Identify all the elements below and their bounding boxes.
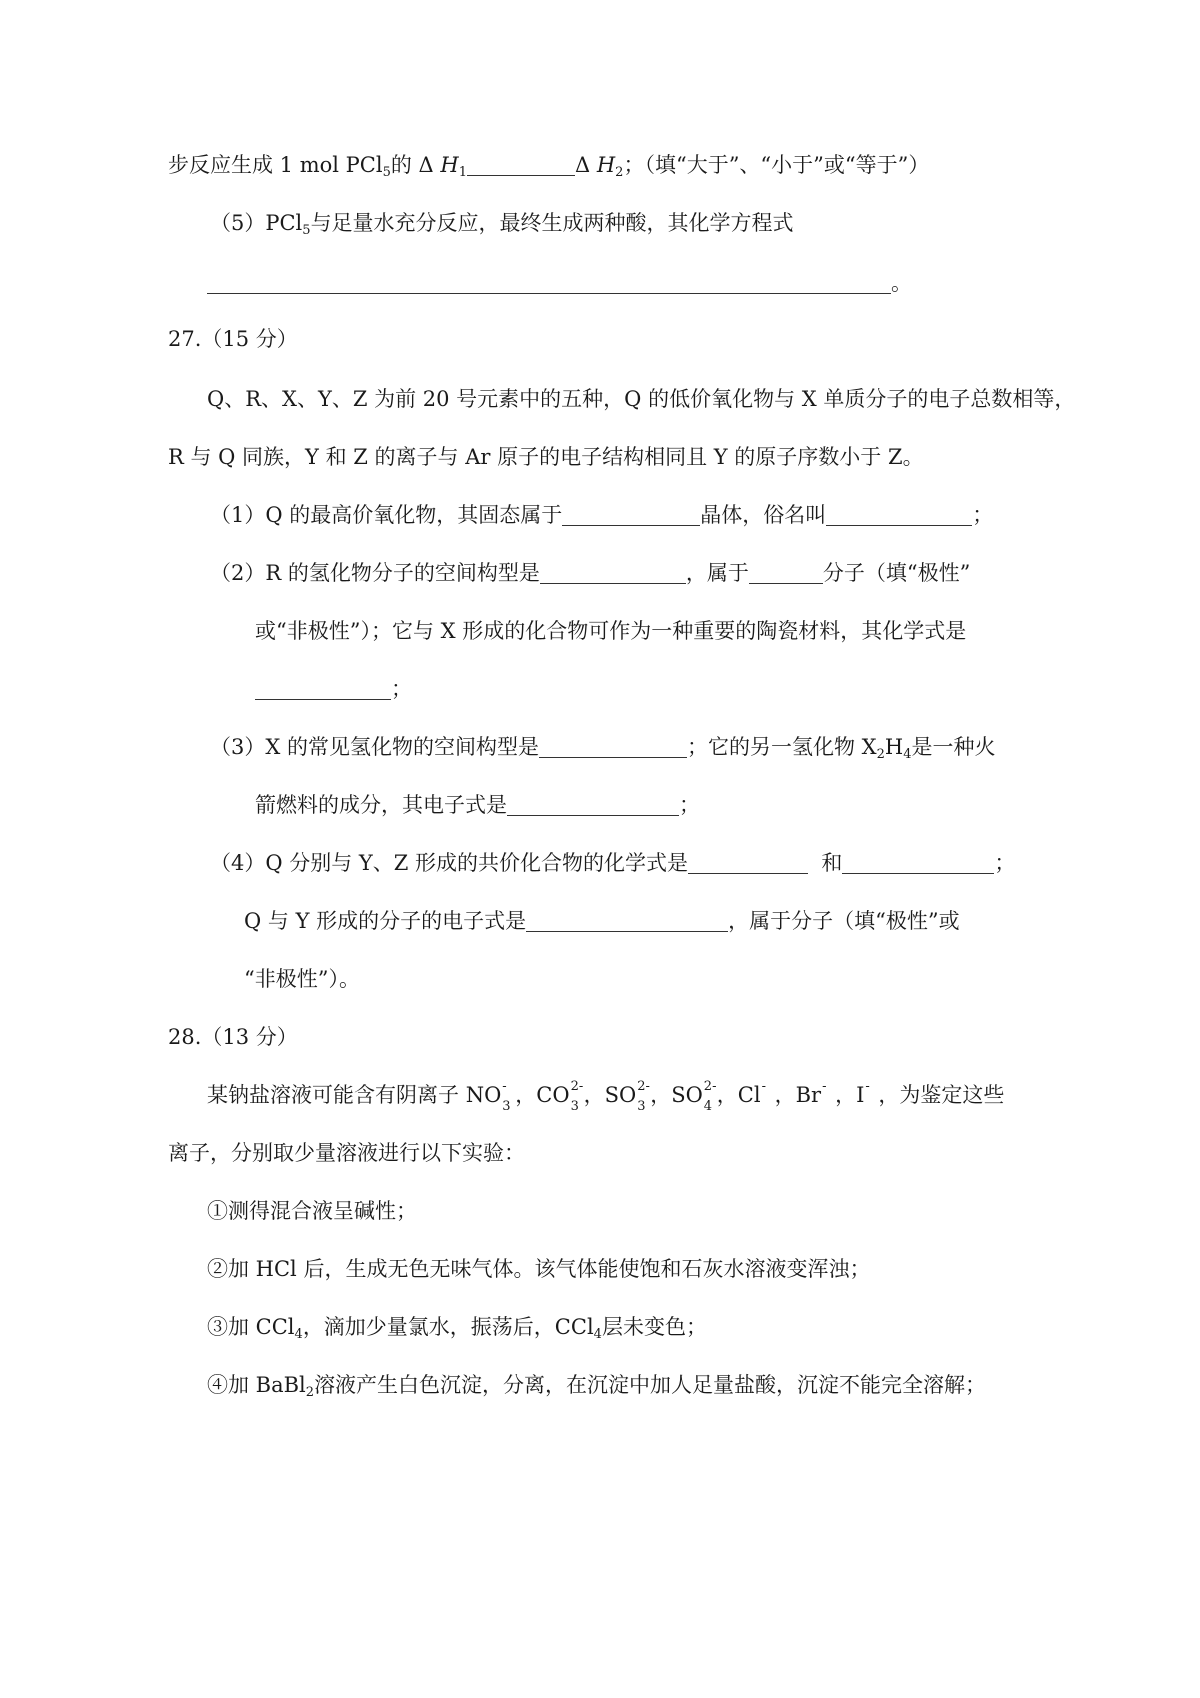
answer-blank-qy-electron-formula[interactable] [526,909,728,932]
q27-part4 [210,848,1015,878]
q27-p3-text-e: ； [679,793,700,817]
answer-blank-common-name[interactable] [826,503,972,526]
anion-charge: - [761,1079,766,1094]
q26-h1: H [440,153,459,177]
anion-charge: 2- [637,1079,650,1094]
q27-p3-text-c: 是一种火 [911,735,996,759]
experiment-1: ①测得混合液呈碱性； [207,1199,417,1223]
anion-6 [795,1079,827,1110]
q27-p2-text-e: ； [391,677,412,701]
anion-3 [604,1079,650,1114]
q28-intro-line2: 离子，分别取少量溶液进行以下实验： [168,1141,525,1165]
q26-line1 [168,150,929,188]
q27-p3-h: H [884,735,904,759]
answer-blank-dh-compare[interactable] [467,153,575,176]
q26-equation-line [207,268,912,298]
experiment-4 [207,1370,986,1408]
q26-line1-text-c: ；（填“大于”、“小于”或“等于”） [623,153,930,177]
anion-subscript: 3 [502,1099,511,1114]
anion-4 [671,1079,717,1114]
anion-charge: - [865,1079,870,1094]
anion-list [465,1079,900,1114]
exp4-sub: 2 [305,1385,315,1400]
q27-part3 [210,732,996,770]
q27-p4-text-e: ，属于分子（填“极性”或 [728,909,960,933]
q27-part2 [210,558,970,588]
answer-blank-r-hydride-shape[interactable] [540,561,686,584]
anion-charge: 2- [570,1079,584,1094]
q27-part4-end: “非极性”）。 [244,967,360,991]
anion-subscript: 3 [570,1099,579,1114]
q27-p3-text-d: 箭燃料的成分，其电子式是 [255,793,507,817]
q28-intro-text-b: 为鉴定这些 [899,1083,1005,1107]
anion-subscript: 4 [703,1099,713,1114]
q26-h2: H [596,153,616,177]
answer-blank-r-polarity[interactable] [749,561,823,584]
q28-intro-line1 [207,1079,1005,1114]
answer-blank-ceramic-formula[interactable] [255,677,391,700]
experiment-2: ②加 HCl 后，生成无色无味气体。该气体能使饱和石灰水溶液变浑浊； [207,1257,871,1281]
anion-symbol: CO [536,1083,570,1107]
q27-p2-text-b: ，属于 [685,561,749,585]
answer-blank-x-hydride-shape[interactable] [539,735,687,758]
anion-symbol: NO [465,1083,502,1107]
q27-part4-cont [244,906,960,936]
answer-blank-electron-formula[interactable] [507,793,679,816]
q27-p1-text-b: 晶体，俗名叫 [700,503,827,527]
answer-blank-equation[interactable] [207,271,891,294]
q26-line1-text-b: 的 Δ [390,153,441,177]
q26-part5-text-b: 与足量水充分反应，最终生成两种酸，其化学方程式 [310,211,794,235]
q27-p4-text-c: ； [994,851,1016,875]
q28-intro-text-a: 某钠盐溶液可能含有阴离子 [207,1083,466,1107]
exp3-sub1: 4 [294,1327,303,1342]
q26-part5-text-a: （5）PCl [210,211,303,235]
q27-part1 [210,500,993,530]
q27-intro-line2: R 与 Q 同族，Y 和 Z 的离子与 Ar 原子的电子结构相同且 Y 的原子序数小于 Z。 [168,445,924,469]
q27-p3-sub4: 4 [903,747,912,762]
q27-p3-sub2: 2 [876,747,885,762]
anion-symbol: SO [671,1083,703,1107]
exp4-text-a: ④加 BaBl [207,1373,306,1397]
anion-charge: 2- [703,1079,717,1094]
q27-p2-text-a: （2）R 的氢化物分子的空间构型是 [210,561,540,585]
anion-subscript: 3 [637,1099,646,1114]
q27-part2-cont: 或“非极性”）；它与 X 形成的化合物可作为一种重要的陶瓷材料，其化学式是 [255,619,967,643]
q27-p3-text-a: （3）X 的常见氢化物的空间构型是 [210,735,539,759]
anion-separator: ， [515,1083,537,1107]
exp4-text-b: 溶液产生白色沉淀，分离，在沉淀中加人足量盐酸，沉淀不能完全溶解； [314,1373,987,1397]
answer-blank-crystal-type[interactable] [562,503,700,526]
anion-separator: ， [878,1083,900,1107]
q26-line1-text-a: 步反应生成 1 mol PCl [168,153,383,177]
anion-separator: ， [835,1083,857,1107]
anion-5 [737,1079,766,1110]
anion-separator: ， [583,1083,605,1107]
q27-p3-text-b: ；它的另一氢化物 X [687,735,877,759]
answer-blank-qz-formula[interactable] [842,851,994,874]
q27-p1-text-c: ； [972,503,994,527]
exp3-text-b: ，滴加少量氯水，振荡后，CCl [302,1315,594,1339]
anion-separator: ， [774,1083,796,1107]
q26-period: 。 [891,271,912,295]
exp3-sub2: 4 [593,1327,602,1342]
anion-symbol: Br [795,1083,822,1107]
anion-1 [465,1079,511,1114]
anion-symbol: SO [604,1083,637,1107]
q27-title: 27.（15 分） [168,327,298,351]
experiment-3 [207,1312,707,1350]
q28-title: 28.（13 分） [168,1025,298,1049]
q26-dh2: Δ [575,153,597,177]
q26-line1-sub5: 5 [382,165,391,180]
anion-symbol: Cl [737,1083,761,1107]
exp3-text-a: ③加 CCl [207,1315,295,1339]
q27-p1-text-a: （1）Q 的最高价氧化物，其固态属于 [210,503,563,527]
q26-part5-sub5: 5 [302,223,311,238]
anion-separator: ， [650,1083,672,1107]
anion-separator: ， [716,1083,738,1107]
anion-symbol: I [856,1083,865,1107]
anion-2 [536,1079,584,1114]
q27-p4-and: 和 [821,851,843,875]
anion-charge: - [502,1079,507,1094]
q27-p2-text-c: 分子（填“极性” [822,561,971,585]
q27-part3-cont [255,790,700,820]
answer-blank-qy-formula[interactable] [688,851,808,874]
anion-7 [856,1079,870,1110]
anion-charge: - [822,1079,827,1094]
q26-h1-sub: 1 [458,165,467,180]
q27-intro-line1: Q、R、X、Y、Z 为前 20 号元素中的五种，Q 的低价氧化物与 X 单质分子的电子总数相等， [207,387,1076,411]
q27-p4-text-d: Q 与 Y 形成的分子的电子式是 [244,909,527,933]
q27-p4-text-a: （4）Q 分别与 Y、Z 形成的共价化合物的化学式是 [210,851,689,875]
exp3-text-c: 层未变色； [601,1315,707,1339]
q26-h2-sub: 2 [615,165,624,180]
q27-part2-answer [255,674,412,704]
q26-part5 [210,208,794,246]
